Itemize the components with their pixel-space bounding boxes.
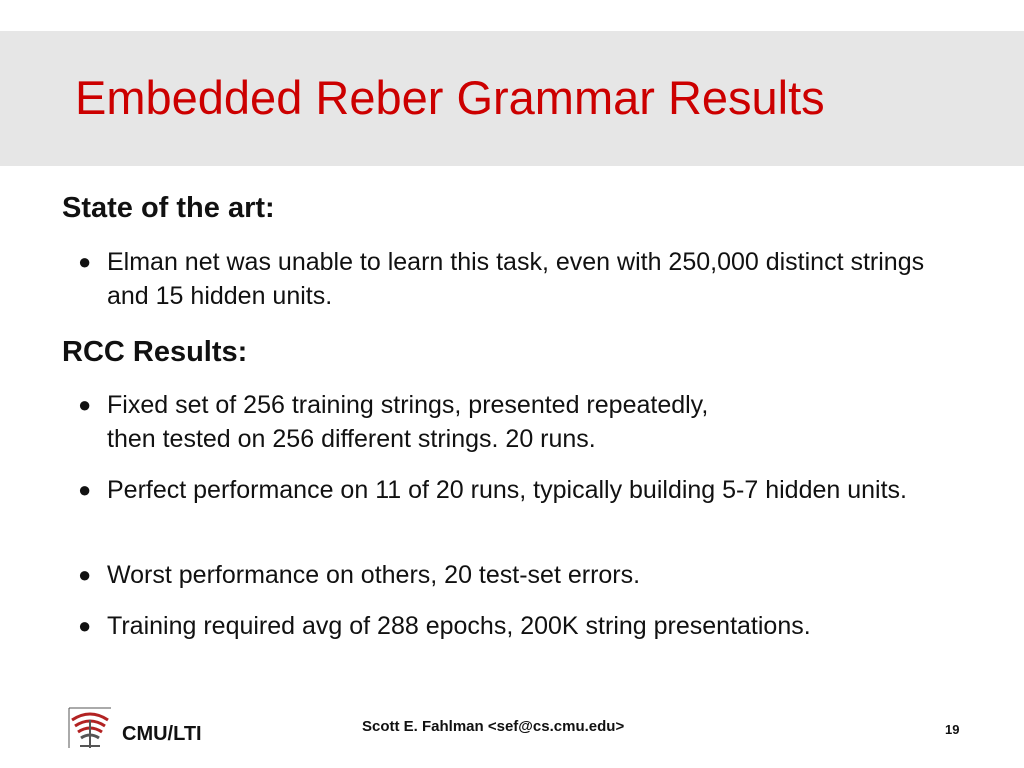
- bullet-text: Perfect performance on 11 of 20 runs, typically building 5-7 hidden units.: [107, 476, 907, 504]
- bullet-dot-icon: ●: [78, 562, 92, 587]
- bullet-line-1: Fixed set of 256 training strings, presented repeatedly,: [107, 391, 709, 419]
- bullet-dot-icon: ●: [78, 477, 92, 502]
- bullet-dot-icon: ●: [78, 392, 92, 417]
- bullet-worst-performance: [78, 558, 958, 592]
- bullet-dot-icon: ●: [78, 613, 92, 638]
- section-heading-rcc-results: RCC Results:: [62, 336, 248, 368]
- bullet-elman: [78, 245, 958, 313]
- bullet-fixed-set: [78, 388, 958, 456]
- bullet-training-required: [78, 609, 958, 643]
- cmu-logo-icon: [68, 706, 112, 750]
- bullet-text: Training required avg of 288 epochs, 200K string presentations.: [107, 612, 811, 640]
- footer-author: Scott E. Fahlman <sef@cs.cmu.edu>: [362, 718, 625, 735]
- bullet-perfect-performance: [78, 473, 958, 541]
- slide-title: Embedded Reber Grammar Results: [75, 71, 825, 124]
- section-heading-state-of-the-art: State of the art:: [62, 192, 275, 224]
- bullet-text: Elman net was unable to learn this task, even with 250,000 distinct strings and 15 hidden units.: [107, 248, 925, 310]
- bullet-text: Worst performance on others, 20 test-set errors.: [107, 561, 641, 589]
- footer-organization: CMU/LTI: [122, 723, 202, 745]
- bullet-text: [107, 388, 967, 456]
- bullet-line-2: then tested on 256 different strings. 20 runs.: [107, 425, 596, 453]
- bullet-dot-icon: ●: [78, 249, 92, 274]
- page-number: 19: [945, 722, 960, 737]
